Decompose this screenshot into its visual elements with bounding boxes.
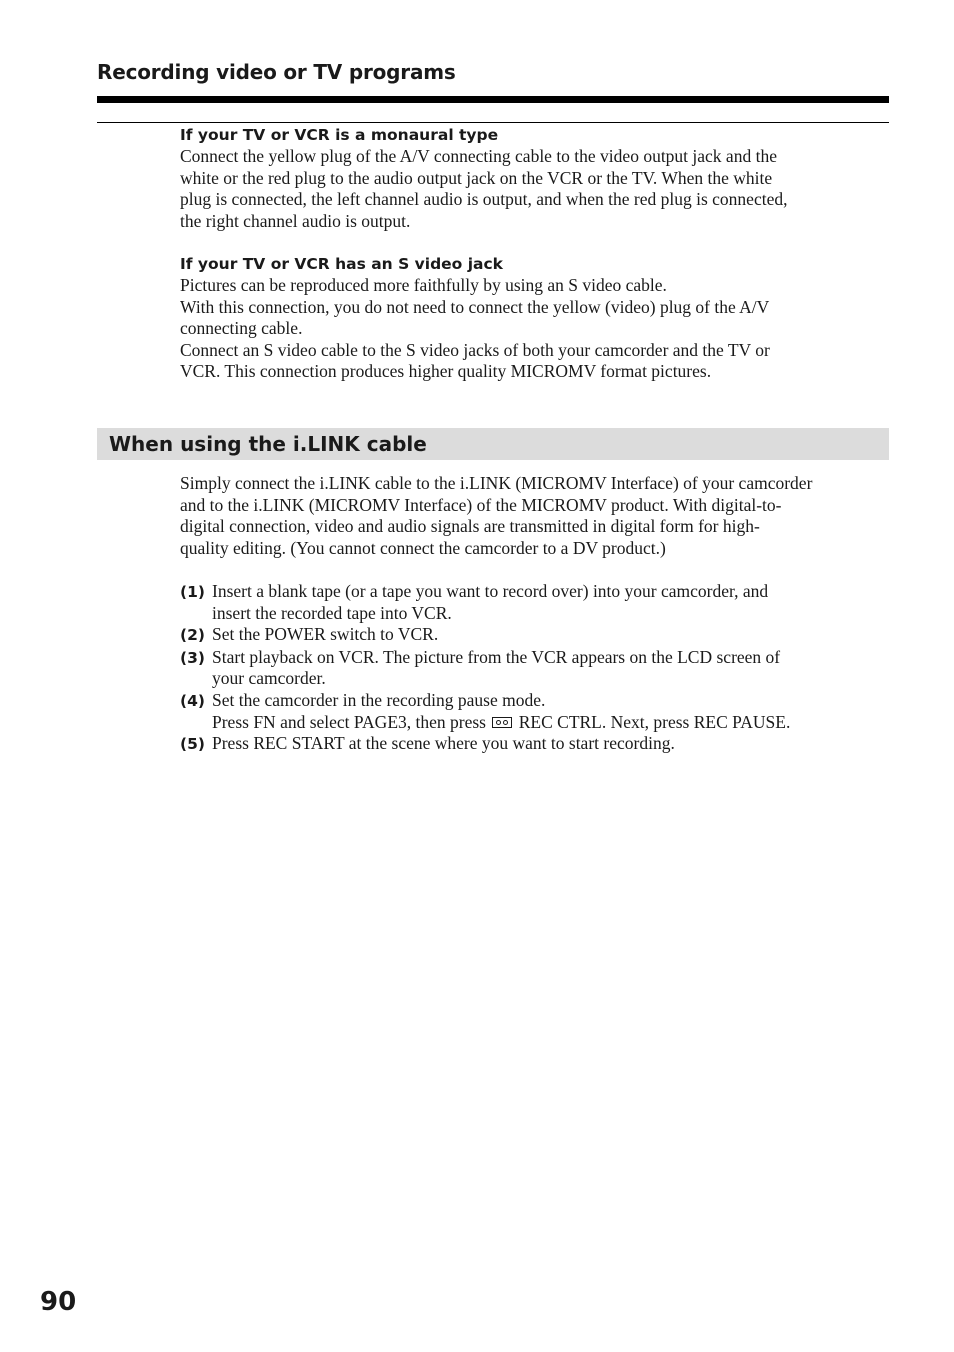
- text-line: Simply connect the i.LINK cable to the i.LINK (MICROMV Interface) of your camcorder: [180, 473, 813, 493]
- ilink-section-title: When using the i.LINK cable: [109, 432, 427, 456]
- text-line: Set the POWER switch to VCR.: [212, 624, 439, 645]
- text-line: With this connection, you do not need to connect the yellow (video) plug of the A/V: [180, 296, 770, 317]
- step-number: (1): [180, 583, 205, 601]
- text-line: Set the camcorder in the recording pause mode.: [212, 689, 546, 710]
- s-video-text: [180, 275, 892, 383]
- step-item: [180, 581, 892, 624]
- text-line: plug is connected, the left channel audio is output, and when the red plug is connected,: [180, 189, 788, 210]
- text-line-before-icon: Press FN and select PAGE3, then press: [212, 711, 491, 732]
- text-line: the right channel audio is output.: [180, 210, 411, 231]
- page-header-title: Recording video or TV programs: [97, 60, 456, 84]
- header-thin-rule: [97, 122, 889, 123]
- s-video-section: [180, 254, 892, 383]
- step-text: [212, 624, 892, 647]
- step-number: (3): [180, 648, 205, 667]
- step-item: [180, 733, 892, 756]
- step-item: [180, 690, 892, 733]
- text-line: Connect the yellow plug of the A/V connecting cable to the video output jack and the: [180, 146, 777, 166]
- text-line: Connect an S video cable to the S video jacks of both your camcorder and the TV or: [180, 339, 770, 360]
- monaural-heading: If your TV or VCR is a monaural type: [180, 126, 499, 144]
- text-line: Insert a blank tape (or a tape you want to record over) into your camcorder, and: [212, 581, 769, 601]
- text-line: connecting cable.: [180, 318, 303, 339]
- step-number: (5): [180, 735, 205, 754]
- text-line: insert the recorded tape into VCR.: [212, 602, 452, 623]
- step-number: (4): [180, 691, 205, 710]
- text-line: and to the i.LINK (MICROMV Interface) of the MICROMV product. With digital-to-: [180, 494, 782, 515]
- s-video-heading: If your TV or VCR has an S video jack: [180, 255, 503, 273]
- text-line: Pictures can be reproduced more faithfully by using an S video cable.: [180, 275, 667, 295]
- step-item: [180, 647, 892, 690]
- cassette-icon: [492, 717, 512, 728]
- monaural-text: [180, 146, 892, 232]
- text-line: quality editing. (You cannot connect the camcorder to a DV product.): [180, 537, 666, 558]
- text-line: your camcorder.: [212, 668, 326, 689]
- page-number: 90: [40, 1287, 77, 1317]
- text-line: digital connection, video and audio signals are transmitted in digital form for high-: [180, 516, 760, 537]
- text-line: Press REC START at the scene where you want to start recording.: [212, 733, 675, 754]
- step-text: [212, 581, 892, 624]
- step-text: [212, 733, 892, 756]
- step-item: [180, 624, 892, 647]
- ilink-intro: [180, 473, 892, 559]
- step-number: (2): [180, 626, 205, 645]
- text-line: Start playback on VCR. The picture from the VCR appears on the LCD screen of: [212, 646, 781, 667]
- step-text: [212, 647, 892, 690]
- ilink-section-bar: [97, 428, 889, 460]
- header-thick-rule: [97, 96, 889, 103]
- step-text: [212, 690, 892, 733]
- monaural-section: [180, 125, 892, 232]
- text-line: VCR. This connection produces higher quality MICROMV format pictures.: [180, 361, 712, 382]
- ilink-steps-list: [180, 581, 892, 756]
- ilink-intro-text: [180, 473, 892, 559]
- text-line-after-icon: REC CTRL. Next, press REC PAUSE.: [514, 711, 791, 732]
- text-line: white or the red plug to the audio output jack on the VCR or the TV. When the white: [180, 167, 773, 188]
